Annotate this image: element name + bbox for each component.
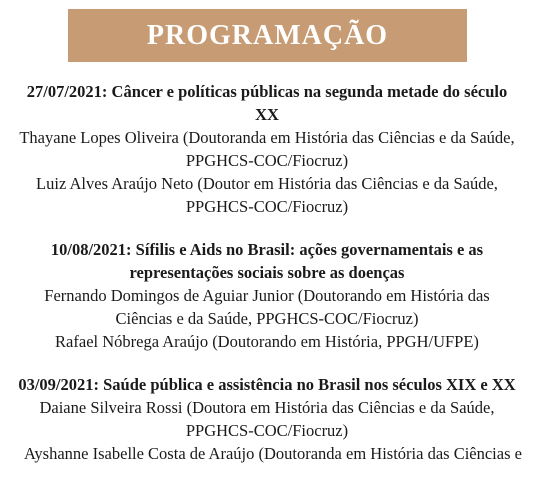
speaker: Fernando Domingos de Aguiar Junior (Doutorando em História das Ciências e da Saúde, PPGHCS-COC/Fiocruz) bbox=[44, 286, 490, 328]
session-item bbox=[0, 80, 534, 218]
speaker: Luiz Alves Araújo Neto (Doutor em História das Ciências e da Saúde, PPGHCS-COC/Fiocruz) bbox=[36, 174, 498, 216]
header-banner bbox=[68, 9, 467, 62]
speaker: Rafael Nóbrega Araújo (Doutorando em História, PPGH/UFPE) bbox=[55, 332, 479, 351]
speaker: Thayane Lopes Oliveira (Doutoranda em História das Ciências e da Saúde, PPGHCS-COC/Fiocruz) bbox=[19, 128, 515, 170]
program-list bbox=[0, 80, 534, 485]
session-title: 03/09/2021: Saúde pública e assistência no Brasil nos séculos XIX e XX bbox=[18, 375, 516, 394]
page-title: PROGRAMAÇÃO bbox=[146, 19, 389, 51]
session-item bbox=[0, 238, 534, 353]
session-title: 27/07/2021: Câncer e políticas públicas na segunda metade do século XX bbox=[26, 82, 508, 124]
session-title: 10/08/2021: Sífilis e Aids no Brasil: ações governamentais e as representações sociais sobre as doenças bbox=[50, 240, 484, 282]
speaker: Daiane Silveira Rossi (Doutora em História das Ciências e da Saúde, PPGHCS-COC/Fiocruz) bbox=[39, 398, 495, 440]
speaker: Ayshanne Isabelle Costa de Araújo (Doutoranda em História das Ciências e bbox=[24, 444, 522, 463]
session-item bbox=[0, 373, 534, 465]
